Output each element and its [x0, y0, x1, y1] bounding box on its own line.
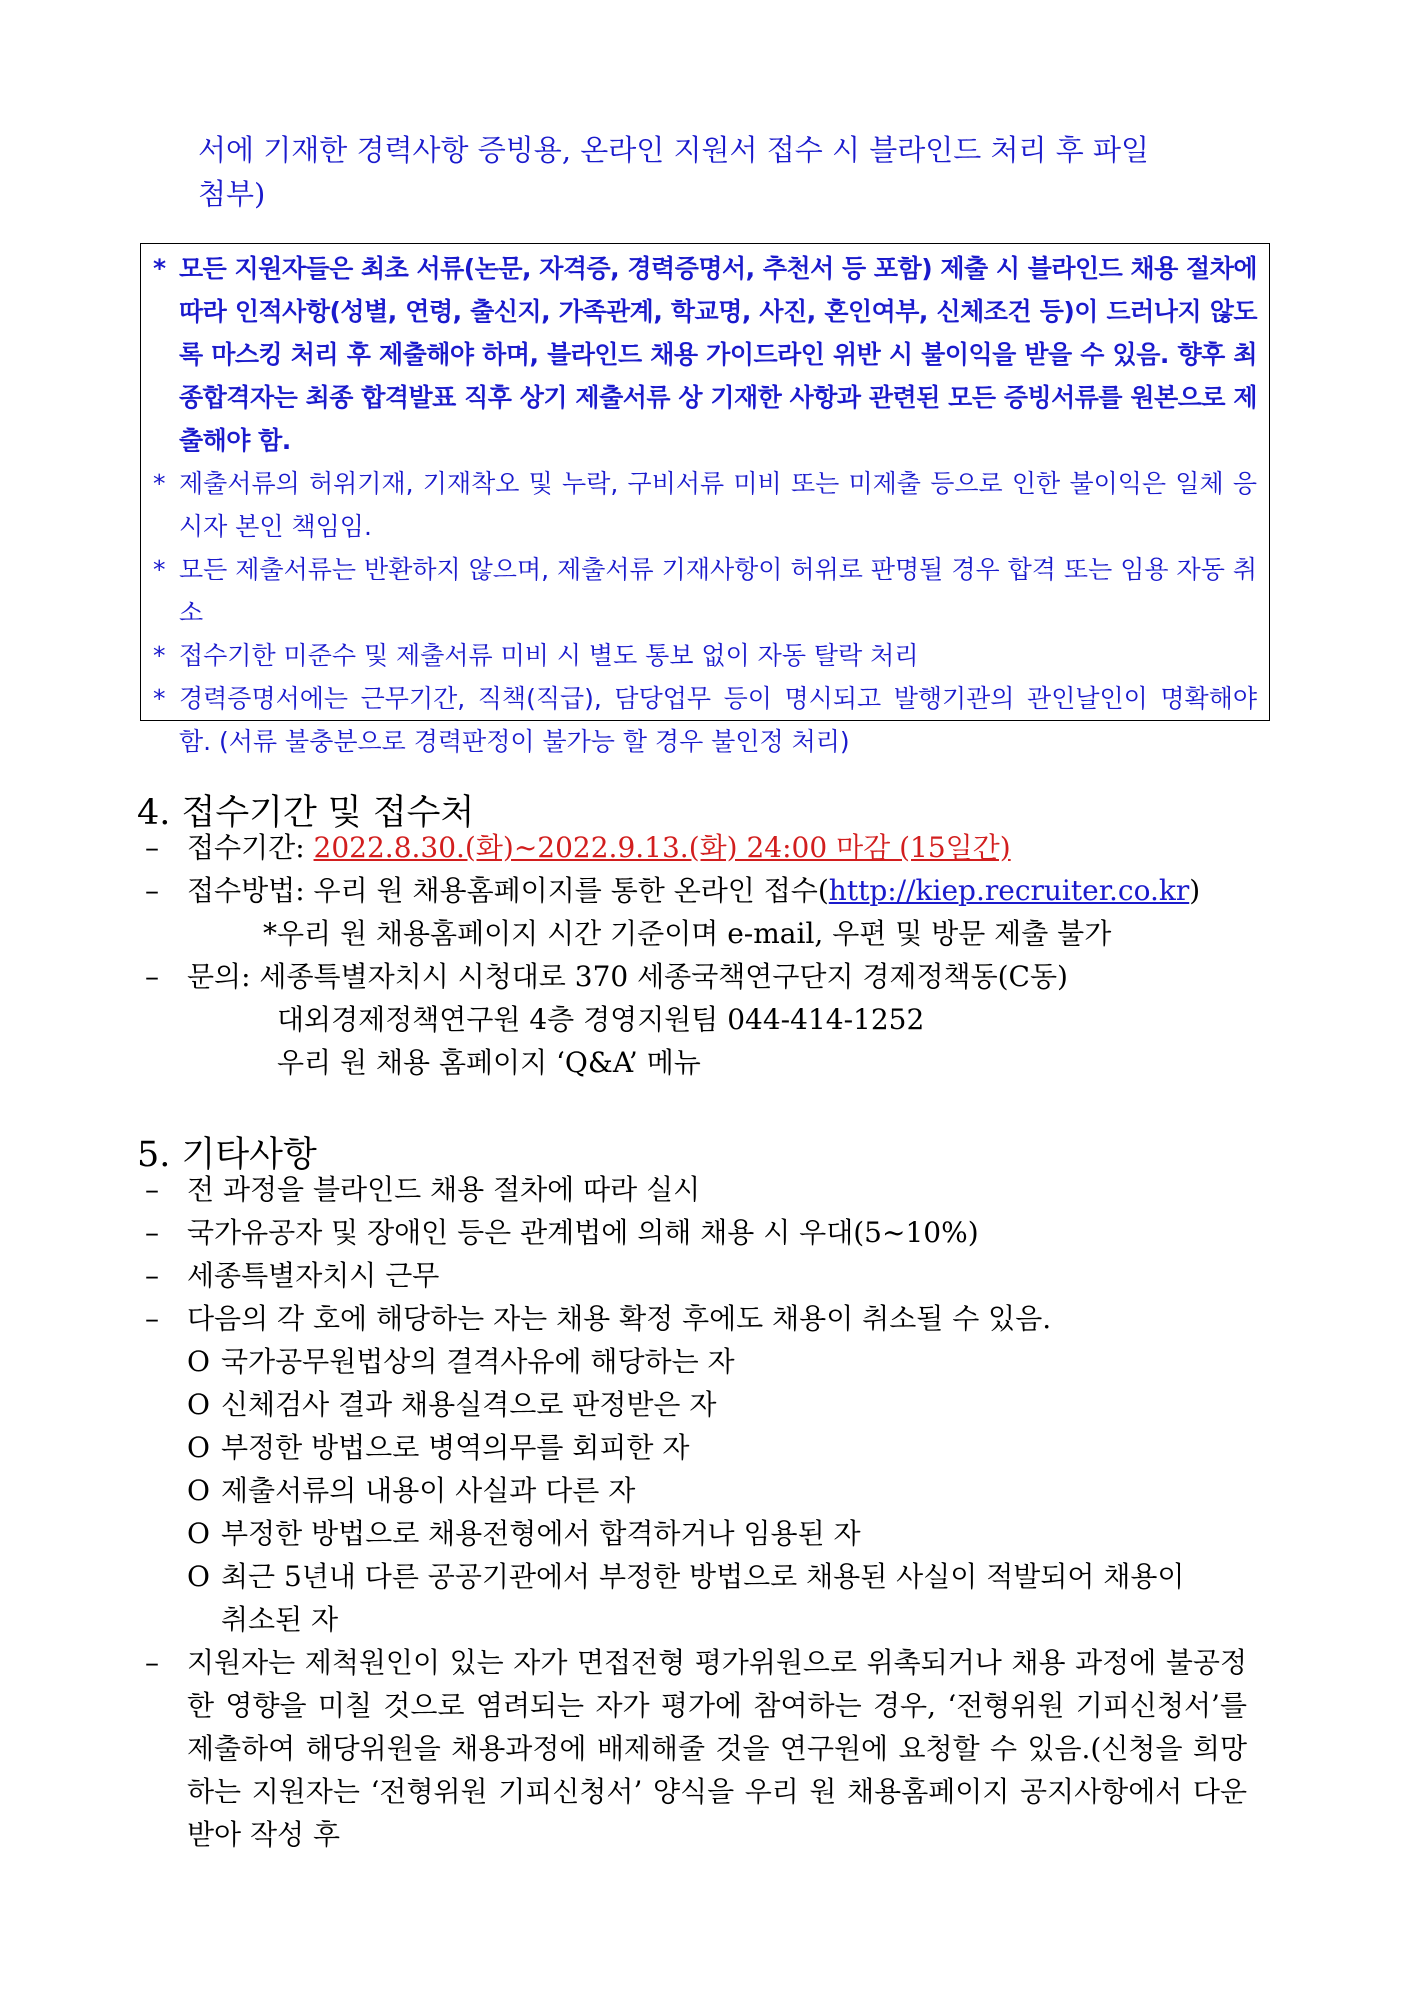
notice-text: 경력증명서에는 근무기간, 직책(직급), 담당업무 등이 명시되고 발행기관의 관인날인이 명확해야 함. (서류 불충분으로 경력판정이 불가능 할 경우 불인정 처리) — [179, 684, 1257, 756]
section-5-body — [145, 1168, 1285, 1856]
notice-star: * — [153, 684, 166, 713]
list-item-text: 다음의 각 호에 해당하는 자는 채용 확정 후에도 채용이 취소될 수 있음. — [187, 1302, 1052, 1335]
notice-item-4 — [153, 634, 1257, 677]
section-5-title: 5. 기타사항 — [137, 1135, 317, 1175]
notice-item-1 — [153, 247, 1257, 462]
bullet-item — [145, 1555, 1285, 1598]
dash: – — [145, 1302, 159, 1335]
contact-line-1: 문의: 세종특별자치시 시청대로 370 세종국책연구단지 경제정책동(C동) — [187, 960, 1068, 993]
bullet-text: 제출서류의 내용이 사실과 다른 자 — [221, 1474, 636, 1507]
method-row — [145, 869, 1285, 912]
bullet-marker: O — [187, 1517, 210, 1550]
bullet-text: 최근 5년내 다른 공공기관에서 부정한 방법으로 채용된 사실이 적발되어 채용이 — [221, 1560, 1185, 1593]
list-item-text: 세종특별자치시 근무 — [187, 1259, 440, 1292]
method-label: 접수방법: 우리 원 채용홈페이지를 통한 온라인 접수( — [187, 874, 829, 907]
method-close: ) — [1189, 874, 1201, 907]
last-paragraph-text: 지원자는 제척원인이 있는 자가 면접전형 평가위원으로 위촉되거나 채용 과정에 불공정한 영향을 미칠 것으로 염려되는 자가 평가에 참여하는 경우, ‘전형위원 기피신청서’를 제출하여 해당위원을 채용과정에 배제해줄 것을 연구원에 요청할 수 있음.(신청을 희망하는 지원자는 ‘전형위원 기피신청서’ 양식을 우리 원 채용홈페이지 공지사항에서 다운받아 작성 후 — [187, 1646, 1247, 1851]
list-item — [145, 1168, 1285, 1211]
notice-star: * — [153, 641, 166, 670]
contact-row — [145, 955, 1285, 998]
bullet-item — [145, 1469, 1285, 1512]
bullet-continuation: 취소된 자 — [221, 1603, 339, 1636]
bullet-text: 신체검사 결과 채용실격으로 판정받은 자 — [221, 1388, 717, 1421]
bullet-text: 부정한 방법으로 병역의무를 회피한 자 — [221, 1431, 690, 1464]
section-4-title: 4. 접수기간 및 접수처 — [137, 793, 475, 833]
notice-item-5 — [153, 677, 1257, 763]
bullet-marker: O — [187, 1388, 210, 1421]
recruit-url-link[interactable]: http://kiep.recruiter.co.kr — [828, 874, 1190, 907]
notice-item-2 — [153, 462, 1257, 548]
intro-line-2: 첨부) — [198, 177, 266, 211]
notice-star: * — [153, 254, 166, 283]
period-label: 접수기간: — [187, 831, 314, 864]
list-item-text: 국가유공자 및 장애인 등은 관계법에 의해 채용 시 우대(5~10%) — [187, 1216, 979, 1249]
notice-text: 모든 지원자들은 최초 서류(논문, 자격증, 경력증명서, 추천서 등 포함) 제출 시 블라인드 채용 절차에 따라 인적사항(성별, 연령, 출신지, 가족관계, 학교명, 사진, 혼인여부, 신체조건 등)이 드러나지 않도록 마스킹 처리 후 제출해야 하며, 블라인드 채용 가이드라인 위반 시 불이익을 받을 수 있음. 향후 최종합격자는 최종 합격발표 직후 상기 제출서류 상 기재한 사항과 관련된 모든 증빙서류를 원본으로 제출해야 함. — [179, 254, 1257, 455]
method-note: *우리 원 채용홈페이지 시간 기준이며 e-mail, 우편 및 방문 제출 불가 — [263, 917, 1112, 950]
bullet-marker: O — [187, 1560, 210, 1593]
bullet-marker: O — [187, 1474, 210, 1507]
notice-item-3 — [153, 548, 1257, 634]
dash: – — [145, 831, 159, 864]
dash: – — [145, 1173, 159, 1206]
period-value: 2022.8.30.(화)~2022.9.13.(화) 24:00 마감 (15일간) — [313, 831, 1011, 864]
dash: – — [145, 1216, 159, 1249]
list-item — [145, 1211, 1285, 1254]
bullet-text: 국가공무원법상의 결격사유에 해당하는 자 — [221, 1345, 735, 1378]
contact-line-2: 대외경제정책연구원 4층 경영지원팀 044-414-1252 — [277, 1003, 925, 1036]
bullet-marker: O — [187, 1345, 210, 1378]
last-paragraph — [145, 1641, 1247, 1856]
notice-text: 제출서류의 허위기재, 기재착오 및 누락, 구비서류 미비 또는 미제출 등으로 인한 불이익은 일체 응시자 본인 책임임. — [179, 469, 1257, 541]
notice-box — [140, 243, 1270, 756]
notice-star: * — [153, 469, 166, 498]
period-row — [145, 826, 1285, 869]
list-item — [145, 1297, 1285, 1340]
bullet-marker: O — [187, 1431, 210, 1464]
intro-line-1: 서에 기재한 경력사항 증빙용, 온라인 지원서 접수 시 블라인드 처리 후 파일 — [198, 133, 1150, 167]
dash: – — [145, 1646, 159, 1679]
dash: – — [145, 1259, 159, 1292]
section-4-body — [145, 826, 1285, 1084]
bullet-item — [145, 1512, 1285, 1555]
bullet-item — [145, 1383, 1285, 1426]
notice-text: 접수기한 미준수 및 제출서류 미비 시 별도 통보 없이 자동 탈락 처리 — [179, 641, 919, 670]
dash: – — [145, 960, 159, 993]
intro-text — [198, 128, 1283, 216]
notice-text: 모든 제출서류는 반환하지 않으며, 제출서류 기재사항이 허위로 판명될 경우 합격 또는 임용 자동 취소 — [179, 555, 1257, 627]
bullet-item — [145, 1340, 1285, 1383]
list-item — [145, 1254, 1285, 1297]
list-item-text: 전 과정을 블라인드 채용 절차에 따라 실시 — [187, 1173, 701, 1206]
bullet-text: 부정한 방법으로 채용전형에서 합격하거나 임용된 자 — [221, 1517, 861, 1550]
dash: – — [145, 874, 159, 907]
bullet-item — [145, 1426, 1285, 1469]
notice-star: * — [153, 555, 166, 584]
contact-line-3: 우리 원 채용 홈페이지 ‘Q&A’ 메뉴 — [277, 1046, 701, 1079]
